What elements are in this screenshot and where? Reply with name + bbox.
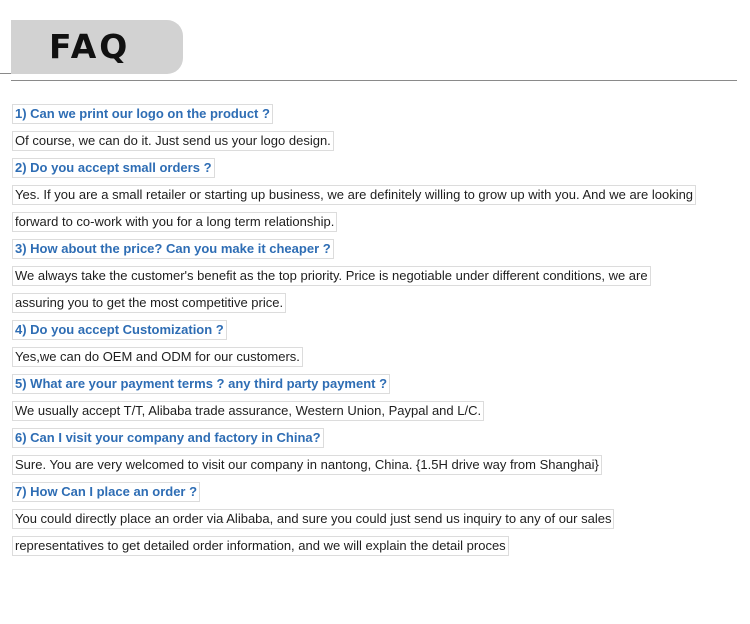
faq-item xyxy=(12,428,742,475)
faq-answer: Yes,we can do OEM and ODM for our customers. xyxy=(12,347,303,367)
faq-answer: representatives to get detailed order information, and we will explain the detail proces xyxy=(12,536,509,556)
faq-item xyxy=(12,158,742,232)
faq-list xyxy=(12,104,742,556)
faq-answer: Sure. You are very welcomed to visit our company in nantong, China. {1.5H drive way from Shanghai} xyxy=(12,455,602,475)
faq-question: 7) How Can I place an order ? xyxy=(12,482,200,502)
faq-question: 4) Do you accept Customization ? xyxy=(12,320,227,340)
faq-answer: assuring you to get the most competitive price. xyxy=(12,293,286,313)
faq-answer: You could directly place an order via Alibaba, and sure you could just send us inquiry to any of our sales xyxy=(12,509,614,529)
faq-answer: forward to co-work with you for a long term relationship. xyxy=(12,212,337,232)
faq-question: 2) Do you accept small orders ? xyxy=(12,158,215,178)
faq-question: 1) Can we print our logo on the product ? xyxy=(12,104,273,124)
faq-answer: Yes. If you are a small retailer or starting up business, we are definitely willing to grow up with you. And we are looking xyxy=(12,185,696,205)
faq-question: 5) What are your payment terms ? any third party payment ? xyxy=(12,374,390,394)
faq-answer: We usually accept T/T, Alibaba trade assurance, Western Union, Paypal and L/C. xyxy=(12,401,484,421)
header-rule-short xyxy=(0,73,11,74)
faq-item xyxy=(12,104,742,151)
faq-item xyxy=(12,320,742,367)
page-title: FAQ xyxy=(49,27,131,66)
faq-question: 6) Can I visit your company and factory in China? xyxy=(12,428,324,448)
faq-item xyxy=(12,239,742,313)
faq-question: 3) How about the price? Can you make it cheaper ? xyxy=(12,239,334,259)
faq-answer: We always take the customer's benefit as the top priority. Price is negotiable under different conditions, we are xyxy=(12,266,651,286)
faq-item xyxy=(12,482,742,556)
faq-item xyxy=(12,374,742,421)
header-divider xyxy=(11,80,737,81)
faq-answer: Of course, we can do it. Just send us your logo design. xyxy=(12,131,334,151)
